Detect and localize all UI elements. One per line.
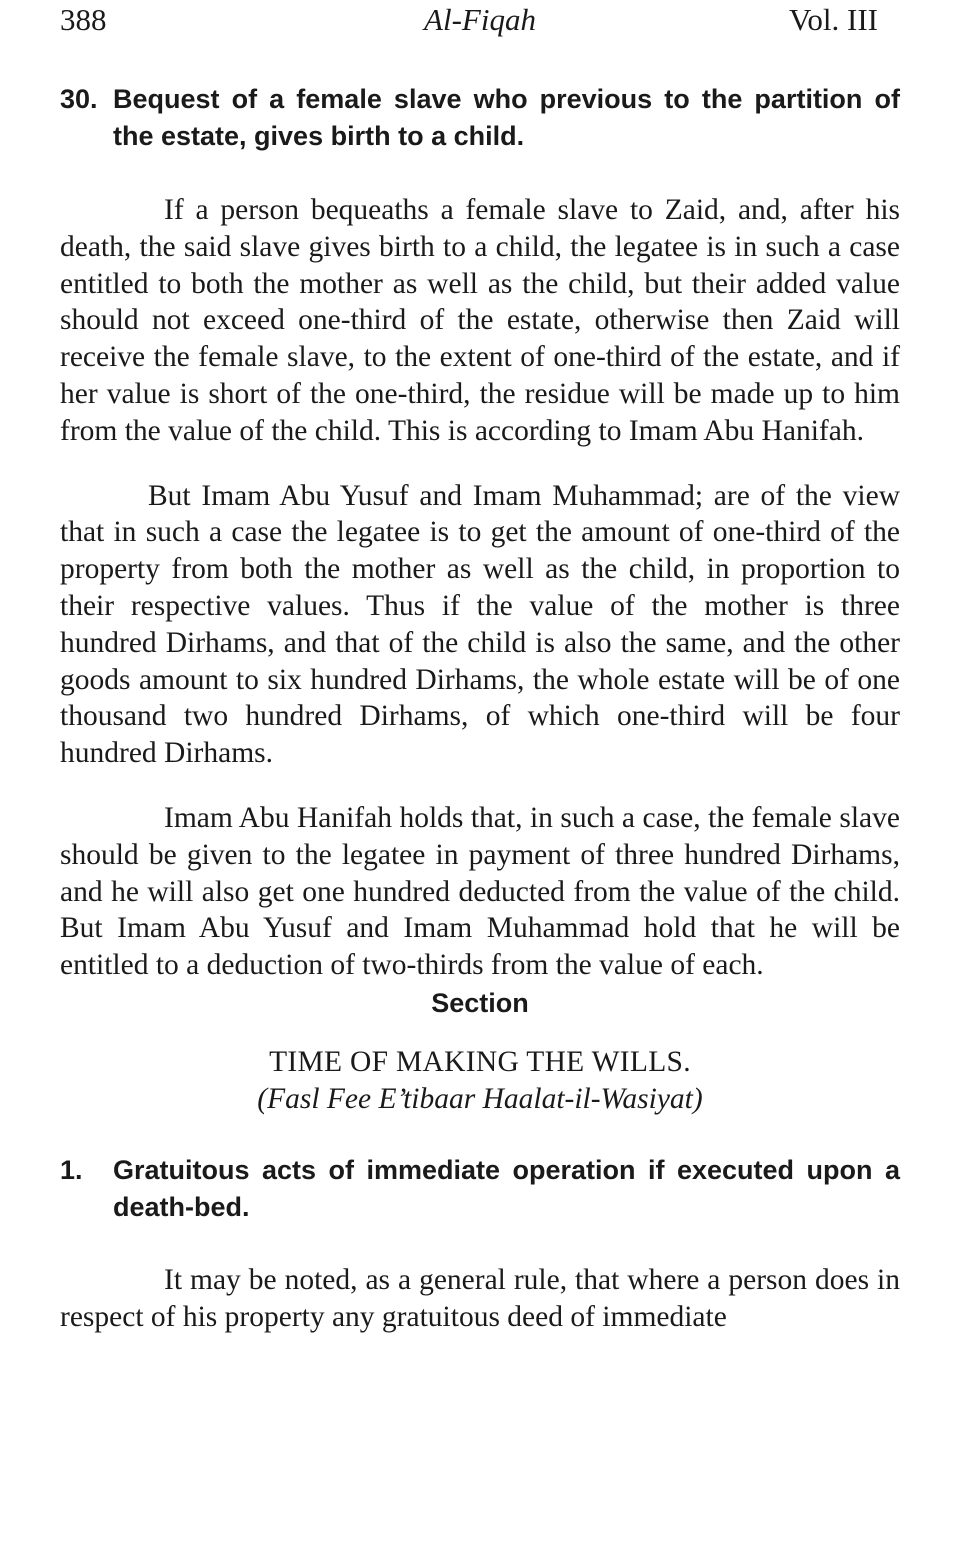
paragraph-general-rule: It may be noted, as a general rule, that where a person does in respect of his property any gratuitous deed of immediate [60,1263,900,1333]
page-number: 388 [60,2,107,37]
heading-number: 30. [60,84,98,114]
book-title: Al-Fiqah [424,2,536,37]
paragraph-deduction-rule: Imam Abu Hanifah holds that, in such a case, the female slave should be given to the legatee in payment of three hundred Dirhams, and he will also get one hundred deducted from the value of the child. But Imam Abu Yusuf and Imam Muhammad hold that he will be entitled to a deduction of two-thirds from the value of each. [60,801,900,982]
volume-label: Vol. III [789,2,878,37]
heading-text: Gratuitous acts of immediate operation if executed upon a death-bed. [113,1154,900,1222]
paragraph-abu-hanifah-rule: If a person bequeaths a female slave to Zaid, and, after his death, the said slave gives birth to a child, the legatee is in such a case entitled to both the mother as well as the child, but their added value should not exceed one-third of the estate, otherwise then Zaid will receive the female slave, to the extent of one-third of the estate, and if her value is short of the one-third, the residue will be made up to him from the value of the child. This is according to Imam Abu Hanifah. [60,194,900,447]
book-page [60,0,900,1336]
heading-text: Bequest of a female slave who previous to the partition of the estate, gives birth to a child. [113,84,900,151]
section-title: TIME OF MAKING THE WILLS. [269,1045,691,1078]
paragraph-abu-yusuf-view: But Imam Abu Yusuf and Imam Muhammad; are of the view that in such a case the legatee is to get the amount of one-third of the property from both the mother as well as the child, in proportion to their respective values. Thus if the value of the mother is three hundred Dirhams, and that of the child is also the same, and the other goods amount to six hundred Dirhams, the whole estate will be of one thousand two hundred Dirhams, of which one-third will be four hundred Dirhams. [60,479,900,770]
section-subtitle: (Fasl Fee E’tibaar Haalat-il-Wasiyat) [257,1082,703,1115]
section-heading-30 [60,81,900,155]
heading-number: 1. [60,1154,83,1185]
section-label: Section [431,987,529,1018]
running-header [60,0,900,48]
section-heading-1 [60,1152,900,1226]
